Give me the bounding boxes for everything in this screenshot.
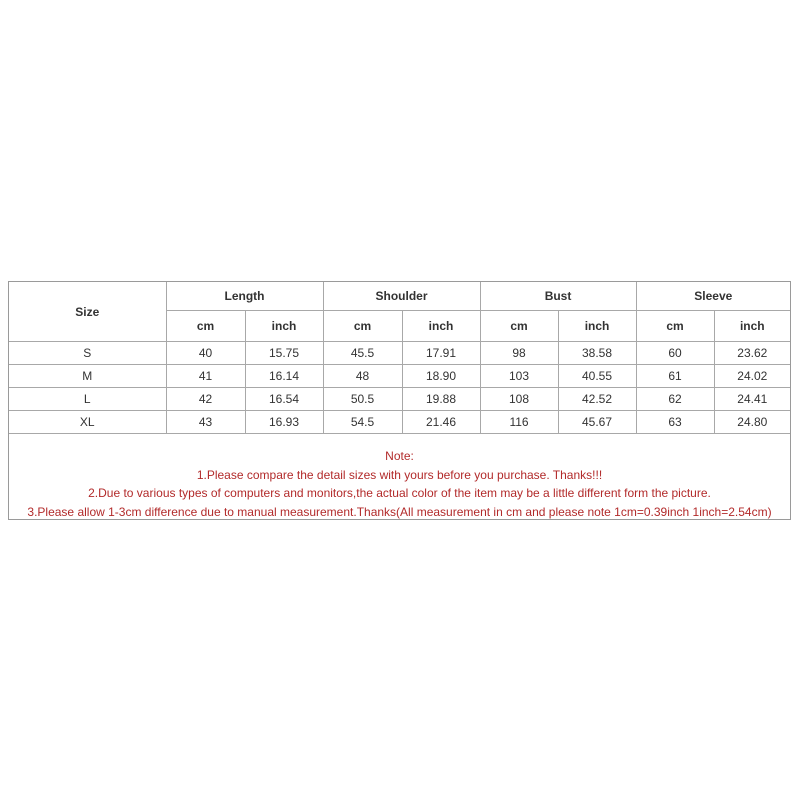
value-cell: 48: [323, 365, 402, 388]
unit-header-shoulder-inch: inch: [402, 311, 480, 342]
value-cell: 24.41: [714, 388, 790, 411]
value-cell: 103: [480, 365, 558, 388]
size-table: [9, 282, 790, 434]
note-line-3: 3.Please allow 1-3cm difference due to manual measurement.Thanks(All measurement in cm and please note 1cm=0.39inch 1inch=2.54cm): [27, 504, 772, 519]
value-cell: 18.90: [402, 365, 480, 388]
value-cell: 16.14: [245, 365, 323, 388]
value-cell: 116: [480, 411, 558, 434]
notes-section: [9, 447, 790, 521]
value-cell: 43: [166, 411, 245, 434]
table-row: [9, 388, 790, 411]
size-cell: L: [9, 388, 166, 411]
value-cell: 41: [166, 365, 245, 388]
table-row: [9, 411, 790, 434]
value-cell: 98: [480, 342, 558, 365]
note-line-2: 2.Due to various types of computers and monitors,the actual color of the item may be a little different form the picture.: [88, 486, 711, 500]
note-line-1: 1.Please compare the detail sizes with yours before you purchase. Thanks!!!: [196, 467, 603, 482]
unit-header-bust-inch: inch: [558, 311, 636, 342]
size-chart: [8, 281, 791, 520]
group-header-sleeve: Sleeve: [636, 282, 790, 311]
value-cell: 61: [636, 365, 714, 388]
value-cell: 54.5: [323, 411, 402, 434]
table-row: [9, 365, 790, 388]
value-cell: 108: [480, 388, 558, 411]
value-cell: 15.75: [245, 342, 323, 365]
value-cell: 40.55: [558, 365, 636, 388]
size-cell: M: [9, 365, 166, 388]
value-cell: 50.5: [323, 388, 402, 411]
value-cell: 19.88: [402, 388, 480, 411]
value-cell: 63: [636, 411, 714, 434]
unit-header-shoulder-cm: cm: [323, 311, 402, 342]
value-cell: 24.02: [714, 365, 790, 388]
value-cell: 17.91: [402, 342, 480, 365]
unit-header-bust-cm: cm: [480, 311, 558, 342]
value-cell: 62: [636, 388, 714, 411]
unit-header-length-cm: cm: [166, 311, 245, 342]
value-cell: 40: [166, 342, 245, 365]
value-cell: 16.93: [245, 411, 323, 434]
value-cell: 38.58: [558, 342, 636, 365]
value-cell: 42.52: [558, 388, 636, 411]
table-row: [9, 342, 790, 365]
note-title: Note:: [385, 449, 414, 463]
value-cell: 24.80: [714, 411, 790, 434]
unit-header-sleeve-inch: inch: [714, 311, 790, 342]
group-header-shoulder: Shoulder: [323, 282, 480, 311]
unit-header-length-inch: inch: [245, 311, 323, 342]
value-cell: 60: [636, 342, 714, 365]
size-header: Size: [9, 282, 166, 342]
group-header-bust: Bust: [480, 282, 636, 311]
size-cell: XL: [9, 411, 166, 434]
value-cell: 45.5: [323, 342, 402, 365]
group-header-row: [9, 282, 790, 311]
group-header-length: Length: [166, 282, 323, 311]
value-cell: 23.62: [714, 342, 790, 365]
size-cell: S: [83, 346, 92, 360]
value-cell: 21.46: [402, 411, 480, 434]
value-cell: 42: [166, 388, 245, 411]
unit-header-sleeve-cm: cm: [636, 311, 714, 342]
value-cell: 16.54: [245, 388, 323, 411]
value-cell: 45.67: [558, 411, 636, 434]
